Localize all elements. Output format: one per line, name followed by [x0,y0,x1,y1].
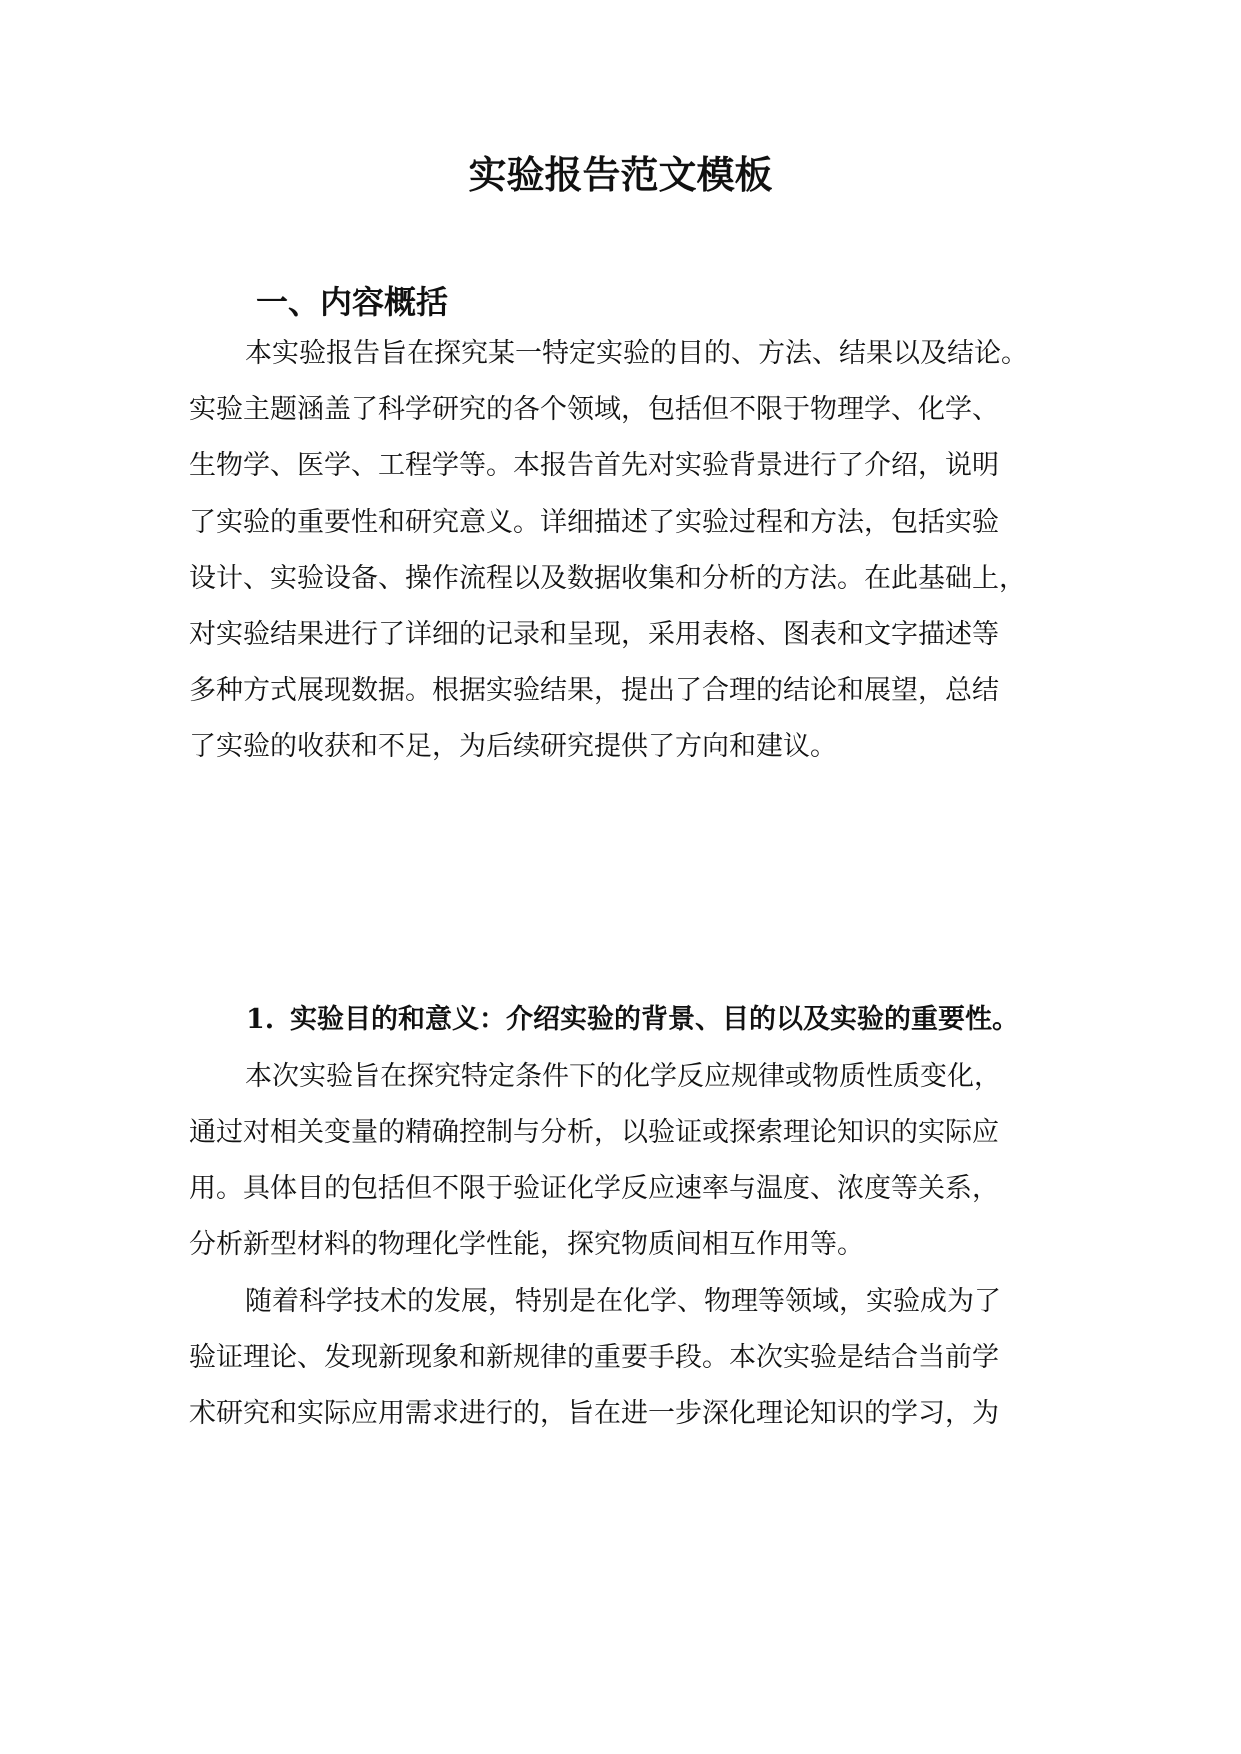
paragraph-line: 实验主题涵盖了科学研究的各个领域，包括但不限于物理学、化学、 [189,394,999,425]
paragraph-line: 了实验的收获和不足，为后续研究提供了方向和建议。 [189,731,837,762]
paragraph-line: 生物学、医学、工程学等。本报告首先对实验背景进行了介绍，说明 [189,450,999,481]
paragraph-line: 随着科学技术的发展，特别是在化学、物理等领域，实验成为了 [245,1286,1001,1317]
subsection-number: 1. [246,1004,275,1035]
paragraph-line: 设计、实验设备、操作流程以及数据收集和分析的方法。在此基础上， [189,563,1026,594]
paragraph-line: 通过对相关变量的精确控制与分析，以验证或探索理论知识的实际应 [189,1117,999,1148]
paragraph-line: 术研究和实际应用需求进行的，旨在进一步深化理论知识的学习，为 [189,1398,999,1429]
paragraph-line: 本实验报告旨在探究某一特定实验的目的、方法、结果以及结论。 [245,338,1028,369]
subsection-heading-text: 实验目的和意义：介绍实验的背景、目的以及实验的重要性。 [290,1004,1019,1035]
document-title: 实验报告范文模板 [468,152,773,197]
paragraph-line: 对实验结果进行了详细的记录和呈现，采用表格、图表和文字描述等 [189,619,999,650]
paragraph-line: 分析新型材料的物理化学性能，探究物质间相互作用等。 [189,1229,864,1260]
subsection-heading-purpose [246,1000,1019,1040]
paragraph-line: 了实验的重要性和研究意义。详细描述了实验过程和方法，包括实验 [189,507,999,538]
paragraph-line: 多种方式展现数据。根据实验结果，提出了合理的结论和展望，总结 [189,675,999,706]
paragraph-line: 用。具体目的包括但不限于验证化学反应速率与温度、浓度等关系， [189,1173,999,1204]
paragraph-line: 验证理论、发现新现象和新规律的重要手段。本次实验是结合当前学 [189,1342,999,1373]
paragraph-line: 本次实验旨在探究特定条件下的化学反应规律或物质性质变化， [245,1061,1001,1092]
section-heading-summary: 一、内容概括 [256,283,449,321]
